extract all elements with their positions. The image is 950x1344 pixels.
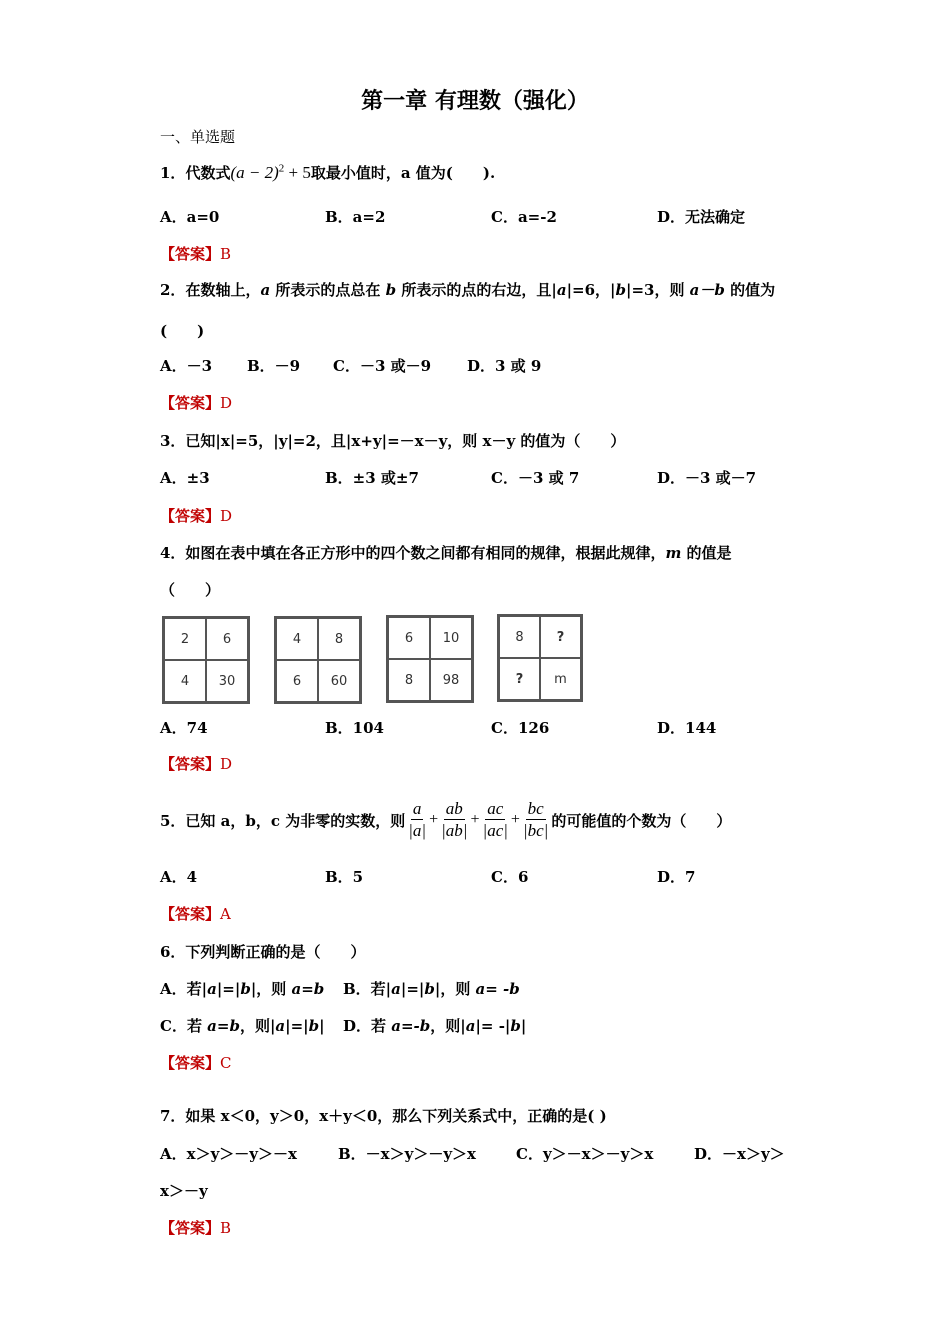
option-a[interactable]: A．±3 <box>160 469 210 487</box>
grid-cell: 8 <box>499 616 540 658</box>
grid-cell: 6 <box>276 660 318 702</box>
option-c[interactable]: C．－3 或－9 <box>333 357 432 375</box>
question-5: 5．已知 a，b，c 为非零的实数，则 $\frac{a}{|a|}$ + $\frac{ab}{|ab|}$ + $\frac{ac}{|ac|}$ + $\frac{bc}{|bc|}$ 的可能值的个数为（ ） <box>160 798 732 840</box>
question-2-bracket: ( ) <box>160 322 205 340</box>
grid-cell: m <box>540 658 581 700</box>
option-d-continued: x＞－y <box>160 1182 208 1200</box>
grid-cell: 6 <box>206 618 248 660</box>
number-square-4 <box>497 614 583 702</box>
question-7: 7．如果 x＜0，y＞0，x＋y＜0，那么下列关系式中，正确的是( ) <box>160 1107 607 1125</box>
grid-cell: 98 <box>430 659 472 701</box>
option-d[interactable]: D．无法确定 <box>657 208 746 226</box>
option-a[interactable]: A．若|a|=|b|，则 a=b <box>160 980 325 998</box>
grid-cell: 4 <box>164 660 206 702</box>
option-b[interactable]: B．±3 或±7 <box>325 469 419 487</box>
number-square-1 <box>162 616 250 704</box>
answer-6: 【答案】C <box>160 1054 232 1072</box>
question-3: 3．已知|x|=5，|y|=2，且|x+y|=－x－y，则 x－y 的值为（ ） <box>160 432 626 450</box>
grid-cell: 8 <box>388 659 430 701</box>
option-d[interactable]: D．－3 或－7 <box>657 469 757 487</box>
math-expression: $(a - 2)^2 + 5$ <box>230 162 311 182</box>
page-title: 第一章 有理数（强化） <box>361 89 589 114</box>
option-c[interactable]: C．6 <box>491 868 529 886</box>
option-a[interactable]: A．a=0 <box>160 208 220 226</box>
fraction: $\frac{ab}{|ab|}$ <box>441 798 468 840</box>
question-4: 4．如图在表中填在各正方形中的四个数之间都有相同的规律，根据此规律，m 的值是 <box>160 544 732 562</box>
answer-1: 【答案】B <box>160 245 232 263</box>
fraction: $\frac{ac}{|ac|}$ <box>482 798 508 840</box>
option-c[interactable]: C．y＞－x＞－y＞x <box>516 1145 654 1163</box>
option-c[interactable]: C．若 a=b，则|a|=|b| <box>160 1017 325 1035</box>
answer-4: 【答案】D <box>160 755 233 773</box>
fraction: $\frac{a}{|a|}$ <box>408 798 427 840</box>
grid-cell: 10 <box>430 617 472 659</box>
section-heading: 一、单选题 <box>160 128 236 146</box>
option-b[interactable]: B．a=2 <box>325 208 386 226</box>
grid-cell: 60 <box>318 660 360 702</box>
option-c[interactable]: C．a=-2 <box>491 208 557 226</box>
option-d[interactable]: D．若 a=-b，则|a|= -|b| <box>343 1017 527 1035</box>
option-d[interactable]: D．144 <box>657 719 717 737</box>
option-b[interactable]: B．－x＞y＞－y＞x <box>338 1145 476 1163</box>
option-a[interactable]: A．74 <box>160 719 208 737</box>
grid-cell: ? <box>540 616 581 658</box>
grid-cell: 6 <box>388 617 430 659</box>
question-number: 1． <box>160 164 186 182</box>
option-d[interactable]: D．3 或 9 <box>467 357 542 375</box>
question-2: 2．在数轴上，a 所表示的点总在 b 所表示的点的右边，且|a|=6，|b|=3，则 a－b 的值为 <box>160 281 776 299</box>
answer-3: 【答案】D <box>160 507 233 525</box>
option-a[interactable]: A．x＞y＞－y＞－x <box>160 1145 297 1163</box>
number-square-2 <box>274 616 362 704</box>
question-4-bracket: （ ） <box>160 581 221 599</box>
number-square-3 <box>386 615 474 703</box>
option-c[interactable]: C．126 <box>491 719 550 737</box>
grid-cell: 4 <box>276 618 318 660</box>
answer-5: 【答案】A <box>160 905 231 923</box>
grid-cell: 30 <box>206 660 248 702</box>
question-6: 6．下列判断正确的是（ ） <box>160 943 366 961</box>
option-b[interactable]: B．5 <box>325 868 364 886</box>
question-text: 取最小值时，a 值为( ). <box>310 164 496 182</box>
grid-cell: ? <box>499 658 540 700</box>
option-d[interactable]: D．7 <box>657 868 696 886</box>
answer-2: 【答案】D <box>160 394 233 412</box>
option-d[interactable]: D．－x＞y＞ <box>694 1145 785 1163</box>
option-a[interactable]: A．－3 <box>160 357 213 375</box>
question-1 <box>160 162 495 183</box>
option-b[interactable]: B．104 <box>325 719 384 737</box>
option-b[interactable]: B．若|a|=|b|，则 a= -b <box>343 980 520 998</box>
option-a[interactable]: A．4 <box>160 868 198 886</box>
option-b[interactable]: B．－9 <box>247 357 301 375</box>
fraction: $\frac{bc}{|bc|}$ <box>522 798 549 840</box>
grid-cell: 8 <box>318 618 360 660</box>
answer-7: 【答案】B <box>160 1219 232 1237</box>
question-text: 代数式 <box>185 164 231 182</box>
grid-cell: 2 <box>164 618 206 660</box>
option-c[interactable]: C．－3 或 7 <box>491 469 580 487</box>
